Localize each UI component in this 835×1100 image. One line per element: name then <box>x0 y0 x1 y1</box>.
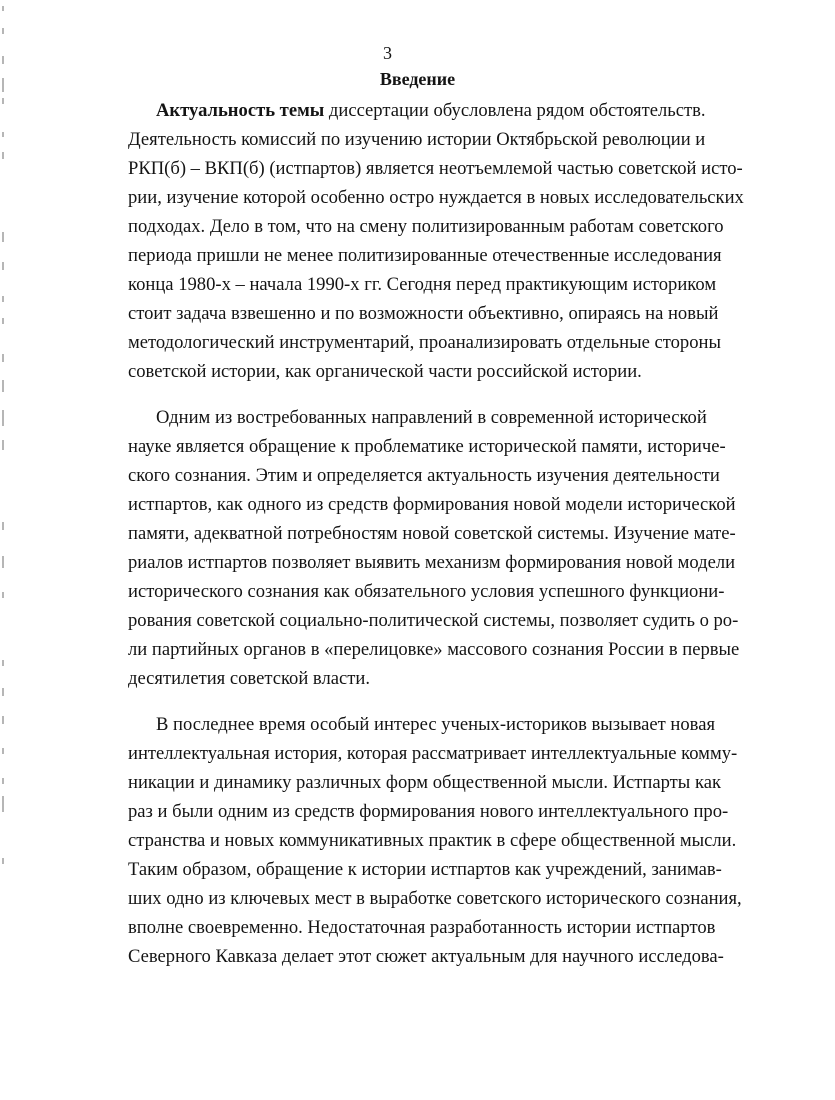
paragraph-1-line-6: периода пришли не менее политизированные отечественные исследования <box>128 245 722 266</box>
paragraph-2-line-1: Одним из востребованных направлений в современной исторической <box>156 407 707 428</box>
paragraph-2-line-8: рования советской социально-политической системы, позволяет судить о ро- <box>128 610 739 631</box>
paragraph-1-line-5: подходах. Дело в том, что на смену политизированным работам советского <box>128 216 724 237</box>
paragraph-3-line-5: странства и новых коммуникативных практик в сфере общественной мысли. <box>128 830 737 851</box>
paragraph-1-line-3: РКП(б) – ВКП(б) (истпартов) является неотъемлемой частью советской исто- <box>128 158 743 179</box>
paragraph-3-line-9: Северного Кавказа делает этот сюжет актуальным для научного исследова- <box>128 946 724 967</box>
paragraph-3-line-4: раз и были одним из средств формирования нового интеллектуального про- <box>128 801 729 822</box>
paragraph-2-line-6: риалов истпартов позволяет выявить механизм формирования новой модели <box>128 552 736 573</box>
paragraph-2-line-9: ли партийных органов в «перелицовке» массового сознания России в первые <box>128 639 740 660</box>
paragraph-2-line-2: науке является обращение к проблематике исторической памяти, историче- <box>128 436 726 457</box>
paragraph-2-line-3: ского сознания. Этим и определяется актуальность изучения деятельности <box>128 465 720 486</box>
paragraph-3-line-3: никации и динамику различных форм общественной мысли. Истпарты как <box>128 772 721 793</box>
paragraph-1-line-8: стоит задача взвешенно и по возможности объективно, опираясь на новый <box>128 303 719 324</box>
paragraph-1-line-10: советской истории, как органической части российской истории. <box>128 361 642 382</box>
section-heading: Введение <box>379 69 456 89</box>
paragraph-1-line-2: Деятельность комиссий по изучению истории Октябрьской революции и <box>128 129 706 150</box>
paragraph-1-line-1-text: диссертации обусловлена рядом обстоятельств. <box>324 100 706 121</box>
paragraph-2-line-10: десятилетия советской власти. <box>128 668 370 689</box>
paragraph-3-line-8: вполне своевременно. Недостаточная разработанность истории истпартов <box>128 917 716 938</box>
paragraph-1-lead: Актуальность темы <box>156 100 325 121</box>
page-number: 3 <box>383 43 392 63</box>
paragraph-3-line-2: интеллектуальная история, которая рассматривает интеллектуальные комму- <box>128 743 738 764</box>
scan-margin-marks <box>0 0 14 1100</box>
paragraph-2-line-5: памяти, адекватной потребностям новой советской системы. Изучение мате- <box>128 523 736 544</box>
paragraph-1-line-4: рии, изучение которой особенно остро нуждается в новых исследовательских <box>128 187 744 208</box>
paragraph-1-line-9: методологический инструментарий, проанализировать отдельные стороны <box>128 332 721 353</box>
paragraph-3-line-1: В последнее время особый интерес ученых-историков вызывает новая <box>156 714 716 735</box>
paragraph-1-line-7: конца 1980-х – начала 1990-х гг. Сегодня перед практикующим историком <box>128 274 717 295</box>
paragraph-2-line-7: исторического сознания как обязательного условия успешного функциони- <box>128 581 725 602</box>
paragraph-1-line-1 <box>128 96 706 125</box>
paragraph-3-line-6: Таким образом, обращение к истории истпартов как учреждений, занимав- <box>128 859 722 880</box>
paragraph-2-line-4: истпартов, как одного из средств формирования новой модели исторической <box>128 494 736 515</box>
paragraph-3-line-7: ших одно из ключевых мест в выработке советского исторического сознания, <box>128 888 742 909</box>
body-text <box>128 96 744 971</box>
